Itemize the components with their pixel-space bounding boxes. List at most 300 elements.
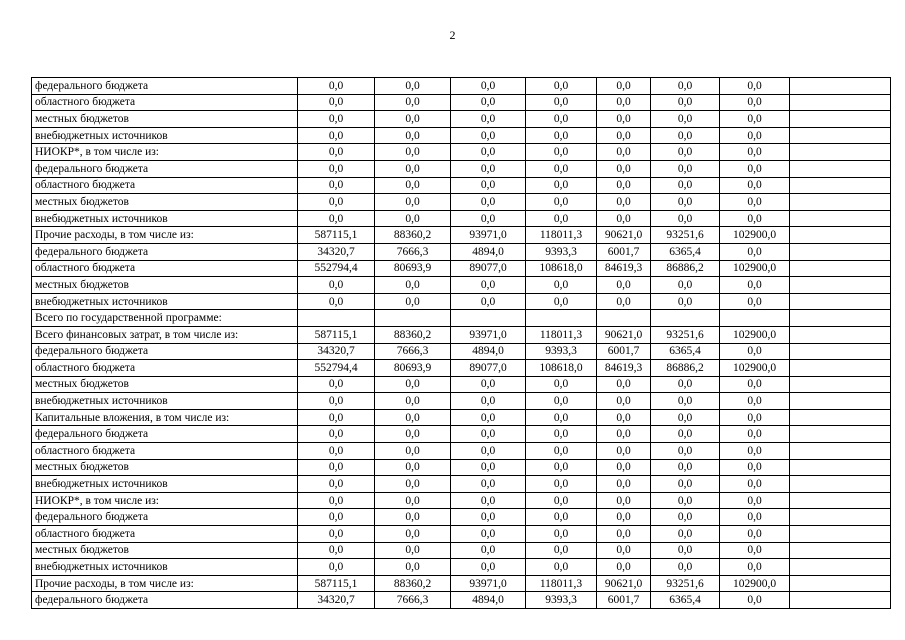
value-cell: 0,0 (451, 111, 526, 128)
value-cell: 0,0 (375, 542, 451, 559)
value-cell: 0,0 (597, 443, 651, 460)
value-cell: 0,0 (451, 177, 526, 194)
value-cell: 0,0 (597, 559, 651, 576)
table-row (32, 409, 891, 426)
value-cell: 0,0 (720, 393, 790, 410)
value-cell: 0,0 (651, 277, 720, 294)
value-cell: 93251,6 (651, 326, 720, 343)
value-cell: 118011,3 (526, 575, 597, 592)
value-cell: 0,0 (651, 526, 720, 543)
value-cell: 0,0 (375, 210, 451, 227)
value-cell: 0,0 (451, 194, 526, 211)
row-label: внебюджетных источников (32, 210, 298, 227)
value-cell: 552794,4 (298, 260, 375, 277)
value-cell: 0,0 (526, 426, 597, 443)
value-cell: 0,0 (298, 376, 375, 393)
table-row (32, 160, 891, 177)
row-label: местных бюджетов (32, 111, 298, 128)
value-cell (790, 592, 891, 609)
table-row (32, 376, 891, 393)
value-cell: 0,0 (298, 459, 375, 476)
value-cell: 0,0 (720, 111, 790, 128)
value-cell: 0,0 (720, 509, 790, 526)
value-cell (790, 227, 891, 244)
table-row (32, 260, 891, 277)
value-cell: 0,0 (526, 559, 597, 576)
value-cell: 108618,0 (526, 260, 597, 277)
row-label: федерального бюджета (32, 160, 298, 177)
table-row (32, 492, 891, 509)
value-cell: 0,0 (451, 127, 526, 144)
table-row (32, 575, 891, 592)
value-cell (790, 144, 891, 161)
value-cell: 0,0 (451, 376, 526, 393)
value-cell: 90621,0 (597, 575, 651, 592)
value-cell: 0,0 (720, 459, 790, 476)
row-label: внебюджетных источников (32, 127, 298, 144)
value-cell: 0,0 (298, 160, 375, 177)
value-cell: 0,0 (597, 111, 651, 128)
value-cell: 0,0 (720, 492, 790, 509)
row-label: федерального бюджета (32, 343, 298, 360)
value-cell (790, 559, 891, 576)
budget-table (31, 77, 891, 609)
value-cell: 93251,6 (651, 575, 720, 592)
value-cell: 0,0 (526, 376, 597, 393)
value-cell: 80693,9 (375, 260, 451, 277)
value-cell: 0,0 (720, 476, 790, 493)
value-cell: 0,0 (375, 509, 451, 526)
value-cell: 7666,3 (375, 243, 451, 260)
value-cell: 0,0 (597, 277, 651, 294)
value-cell: 0,0 (375, 111, 451, 128)
table-row (32, 243, 891, 260)
row-label: федерального бюджета (32, 243, 298, 260)
value-cell: 7666,3 (375, 592, 451, 609)
value-cell: 0,0 (298, 526, 375, 543)
value-cell: 0,0 (651, 509, 720, 526)
value-cell: 0,0 (375, 476, 451, 493)
value-cell (790, 277, 891, 294)
value-cell: 0,0 (720, 443, 790, 460)
row-label: федерального бюджета (32, 509, 298, 526)
table-row (32, 210, 891, 227)
value-cell: 0,0 (597, 144, 651, 161)
value-cell: 0,0 (375, 160, 451, 177)
value-cell: 0,0 (451, 559, 526, 576)
value-cell: 0,0 (597, 476, 651, 493)
row-label: Всего финансовых затрат, в том числе из: (32, 326, 298, 343)
table-row (32, 227, 891, 244)
value-cell: 587115,1 (298, 227, 375, 244)
table-row (32, 94, 891, 111)
value-cell: 0,0 (597, 376, 651, 393)
row-label: областного бюджета (32, 360, 298, 377)
value-cell: 0,0 (720, 277, 790, 294)
value-cell: 0,0 (651, 492, 720, 509)
value-cell: 0,0 (597, 194, 651, 211)
value-cell: 6365,4 (651, 592, 720, 609)
value-cell: 0,0 (597, 78, 651, 95)
value-cell: 0,0 (526, 177, 597, 194)
value-cell: 0,0 (298, 476, 375, 493)
value-cell: 0,0 (597, 293, 651, 310)
value-cell: 0,0 (298, 509, 375, 526)
value-cell: 587115,1 (298, 575, 375, 592)
value-cell: 0,0 (651, 78, 720, 95)
value-cell: 0,0 (451, 393, 526, 410)
value-cell: 0,0 (651, 459, 720, 476)
value-cell: 0,0 (526, 210, 597, 227)
value-cell (790, 376, 891, 393)
value-cell: 93971,0 (451, 575, 526, 592)
row-label: областного бюджета (32, 177, 298, 194)
page-number: 2 (449, 28, 456, 42)
value-cell: 0,0 (651, 144, 720, 161)
value-cell: 0,0 (526, 78, 597, 95)
table-row (32, 343, 891, 360)
value-cell (790, 360, 891, 377)
table-row (32, 542, 891, 559)
value-cell: 552794,4 (298, 360, 375, 377)
value-cell (790, 160, 891, 177)
value-cell: 7666,3 (375, 343, 451, 360)
value-cell (375, 310, 451, 327)
value-cell: 0,0 (451, 409, 526, 426)
row-label: областного бюджета (32, 94, 298, 111)
value-cell (790, 476, 891, 493)
row-label: местных бюджетов (32, 459, 298, 476)
value-cell (790, 426, 891, 443)
value-cell: 0,0 (298, 409, 375, 426)
value-cell: 9393,3 (526, 243, 597, 260)
value-cell (790, 111, 891, 128)
value-cell (790, 575, 891, 592)
value-cell: 0,0 (597, 509, 651, 526)
table-row (32, 476, 891, 493)
value-cell: 0,0 (526, 144, 597, 161)
value-cell: 0,0 (651, 293, 720, 310)
value-cell: 0,0 (720, 78, 790, 95)
value-cell: 0,0 (526, 526, 597, 543)
value-cell: 0,0 (375, 277, 451, 294)
value-cell: 0,0 (375, 443, 451, 460)
value-cell: 0,0 (298, 78, 375, 95)
value-cell: 0,0 (375, 94, 451, 111)
value-cell: 0,0 (720, 94, 790, 111)
value-cell: 0,0 (651, 111, 720, 128)
value-cell (790, 459, 891, 476)
value-cell: 0,0 (651, 409, 720, 426)
value-cell (720, 310, 790, 327)
value-cell (790, 542, 891, 559)
value-cell: 0,0 (375, 409, 451, 426)
value-cell: 0,0 (651, 210, 720, 227)
value-cell: 0,0 (720, 542, 790, 559)
value-cell: 102900,0 (720, 360, 790, 377)
value-cell: 0,0 (451, 476, 526, 493)
value-cell: 0,0 (375, 78, 451, 95)
value-cell: 90621,0 (597, 227, 651, 244)
table-row (32, 293, 891, 310)
row-label: НИОКР*, в том числе из: (32, 492, 298, 509)
value-cell: 118011,3 (526, 326, 597, 343)
row-label: федерального бюджета (32, 78, 298, 95)
value-cell: 0,0 (526, 476, 597, 493)
row-label: местных бюджетов (32, 542, 298, 559)
table-row (32, 592, 891, 609)
value-cell: 0,0 (526, 492, 597, 509)
value-cell: 0,0 (597, 492, 651, 509)
value-cell: 0,0 (597, 393, 651, 410)
table-row (32, 127, 891, 144)
row-label: федерального бюджета (32, 592, 298, 609)
value-cell: 0,0 (298, 542, 375, 559)
table-row (32, 111, 891, 128)
value-cell: 0,0 (597, 210, 651, 227)
value-cell: 0,0 (451, 459, 526, 476)
value-cell: 0,0 (597, 160, 651, 177)
value-cell (790, 343, 891, 360)
value-cell: 0,0 (451, 426, 526, 443)
table-row (32, 360, 891, 377)
value-cell: 0,0 (651, 160, 720, 177)
value-cell (790, 326, 891, 343)
value-cell: 0,0 (720, 293, 790, 310)
value-cell (790, 127, 891, 144)
value-cell: 0,0 (298, 426, 375, 443)
value-cell (790, 260, 891, 277)
value-cell: 0,0 (298, 559, 375, 576)
value-cell: 0,0 (597, 409, 651, 426)
value-cell: 0,0 (597, 94, 651, 111)
value-cell: 0,0 (651, 376, 720, 393)
value-cell: 0,0 (597, 177, 651, 194)
value-cell: 0,0 (451, 542, 526, 559)
value-cell: 0,0 (298, 177, 375, 194)
table-row (32, 393, 891, 410)
value-cell: 0,0 (720, 592, 790, 609)
value-cell: 6001,7 (597, 592, 651, 609)
row-label: местных бюджетов (32, 194, 298, 211)
value-cell: 0,0 (451, 277, 526, 294)
value-cell: 0,0 (597, 127, 651, 144)
value-cell: 89077,0 (451, 360, 526, 377)
value-cell: 0,0 (298, 443, 375, 460)
value-cell: 84619,3 (597, 260, 651, 277)
row-label: НИОКР*, в том числе из: (32, 144, 298, 161)
row-label: местных бюджетов (32, 376, 298, 393)
value-cell: 4894,0 (451, 243, 526, 260)
value-cell: 0,0 (298, 293, 375, 310)
value-cell: 0,0 (526, 194, 597, 211)
value-cell: 86886,2 (651, 260, 720, 277)
value-cell: 0,0 (375, 393, 451, 410)
value-cell: 0,0 (451, 144, 526, 161)
value-cell: 0,0 (526, 277, 597, 294)
value-cell (790, 409, 891, 426)
value-cell: 0,0 (298, 492, 375, 509)
value-cell: 0,0 (651, 94, 720, 111)
value-cell: 0,0 (720, 144, 790, 161)
row-label: внебюджетных источников (32, 476, 298, 493)
value-cell: 89077,0 (451, 260, 526, 277)
value-cell: 0,0 (720, 343, 790, 360)
value-cell (790, 177, 891, 194)
value-cell: 0,0 (526, 393, 597, 410)
value-cell: 88360,2 (375, 575, 451, 592)
value-cell: 0,0 (298, 127, 375, 144)
value-cell: 0,0 (451, 94, 526, 111)
value-cell: 80693,9 (375, 360, 451, 377)
value-cell: 0,0 (651, 542, 720, 559)
table-row (32, 194, 891, 211)
value-cell: 0,0 (720, 526, 790, 543)
value-cell: 0,0 (375, 526, 451, 543)
value-cell: 0,0 (720, 409, 790, 426)
value-cell: 0,0 (298, 94, 375, 111)
value-cell: 0,0 (651, 194, 720, 211)
value-cell: 0,0 (298, 111, 375, 128)
row-label: федерального бюджета (32, 426, 298, 443)
value-cell: 9393,3 (526, 343, 597, 360)
value-cell: 0,0 (651, 443, 720, 460)
value-cell: 0,0 (451, 443, 526, 460)
table-row (32, 78, 891, 95)
value-cell: 0,0 (526, 94, 597, 111)
value-cell: 0,0 (526, 111, 597, 128)
table-row (32, 144, 891, 161)
table-row (32, 526, 891, 543)
value-cell: 0,0 (451, 526, 526, 543)
value-cell: 6001,7 (597, 243, 651, 260)
value-cell: 0,0 (375, 459, 451, 476)
table-row (32, 426, 891, 443)
value-cell: 0,0 (451, 78, 526, 95)
value-cell: 0,0 (651, 476, 720, 493)
value-cell: 102900,0 (720, 575, 790, 592)
value-cell (597, 310, 651, 327)
value-cell: 0,0 (526, 459, 597, 476)
value-cell: 34320,7 (298, 343, 375, 360)
value-cell: 0,0 (526, 160, 597, 177)
row-label: внебюджетных источников (32, 293, 298, 310)
value-cell: 0,0 (375, 177, 451, 194)
value-cell: 4894,0 (451, 343, 526, 360)
value-cell: 6365,4 (651, 243, 720, 260)
value-cell: 102900,0 (720, 326, 790, 343)
value-cell: 0,0 (651, 393, 720, 410)
value-cell (790, 94, 891, 111)
value-cell: 93971,0 (451, 326, 526, 343)
value-cell: 9393,3 (526, 592, 597, 609)
value-cell: 0,0 (720, 127, 790, 144)
row-label: внебюджетных источников (32, 559, 298, 576)
row-label: областного бюджета (32, 260, 298, 277)
row-label: внебюджетных источников (32, 393, 298, 410)
value-cell (790, 243, 891, 260)
row-label: областного бюджета (32, 443, 298, 460)
value-cell: 0,0 (375, 559, 451, 576)
table-row (32, 509, 891, 526)
value-cell: 102900,0 (720, 260, 790, 277)
value-cell: 0,0 (451, 160, 526, 177)
value-cell: 0,0 (375, 194, 451, 211)
value-cell: 93971,0 (451, 227, 526, 244)
value-cell: 93251,6 (651, 227, 720, 244)
value-cell: 587115,1 (298, 326, 375, 343)
value-cell: 0,0 (451, 210, 526, 227)
value-cell: 0,0 (597, 459, 651, 476)
value-cell: 0,0 (651, 127, 720, 144)
value-cell (298, 310, 375, 327)
value-cell: 4894,0 (451, 592, 526, 609)
value-cell: 0,0 (375, 426, 451, 443)
value-cell (790, 443, 891, 460)
value-cell: 34320,7 (298, 592, 375, 609)
value-cell (790, 393, 891, 410)
value-cell (790, 310, 891, 327)
value-cell: 118011,3 (526, 227, 597, 244)
value-cell: 0,0 (451, 293, 526, 310)
value-cell: 34320,7 (298, 243, 375, 260)
value-cell (790, 526, 891, 543)
table-row (32, 310, 891, 327)
value-cell: 0,0 (597, 426, 651, 443)
value-cell: 0,0 (375, 376, 451, 393)
value-cell: 84619,3 (597, 360, 651, 377)
value-cell (790, 194, 891, 211)
value-cell: 0,0 (526, 542, 597, 559)
value-cell: 0,0 (375, 127, 451, 144)
value-cell: 6365,4 (651, 343, 720, 360)
value-cell: 0,0 (298, 210, 375, 227)
value-cell: 0,0 (298, 277, 375, 294)
value-cell: 86886,2 (651, 360, 720, 377)
row-label: местных бюджетов (32, 277, 298, 294)
value-cell: 0,0 (375, 144, 451, 161)
value-cell (790, 492, 891, 509)
table-body (32, 78, 891, 609)
value-cell (790, 78, 891, 95)
value-cell: 0,0 (720, 194, 790, 211)
value-cell: 6001,7 (597, 343, 651, 360)
value-cell: 90621,0 (597, 326, 651, 343)
value-cell: 0,0 (720, 177, 790, 194)
value-cell (651, 310, 720, 327)
value-cell: 0,0 (651, 559, 720, 576)
table-row (32, 443, 891, 460)
value-cell: 88360,2 (375, 227, 451, 244)
value-cell: 0,0 (720, 243, 790, 260)
value-cell: 0,0 (526, 127, 597, 144)
value-cell: 108618,0 (526, 360, 597, 377)
value-cell: 0,0 (298, 194, 375, 211)
value-cell (451, 310, 526, 327)
value-cell: 0,0 (651, 426, 720, 443)
value-cell (526, 310, 597, 327)
value-cell: 0,0 (298, 393, 375, 410)
value-cell: 0,0 (451, 509, 526, 526)
value-cell: 88360,2 (375, 326, 451, 343)
table-row (32, 277, 891, 294)
value-cell: 0,0 (526, 409, 597, 426)
value-cell: 0,0 (526, 293, 597, 310)
table-row (32, 459, 891, 476)
value-cell: 0,0 (720, 426, 790, 443)
table-row (32, 326, 891, 343)
value-cell: 0,0 (298, 144, 375, 161)
